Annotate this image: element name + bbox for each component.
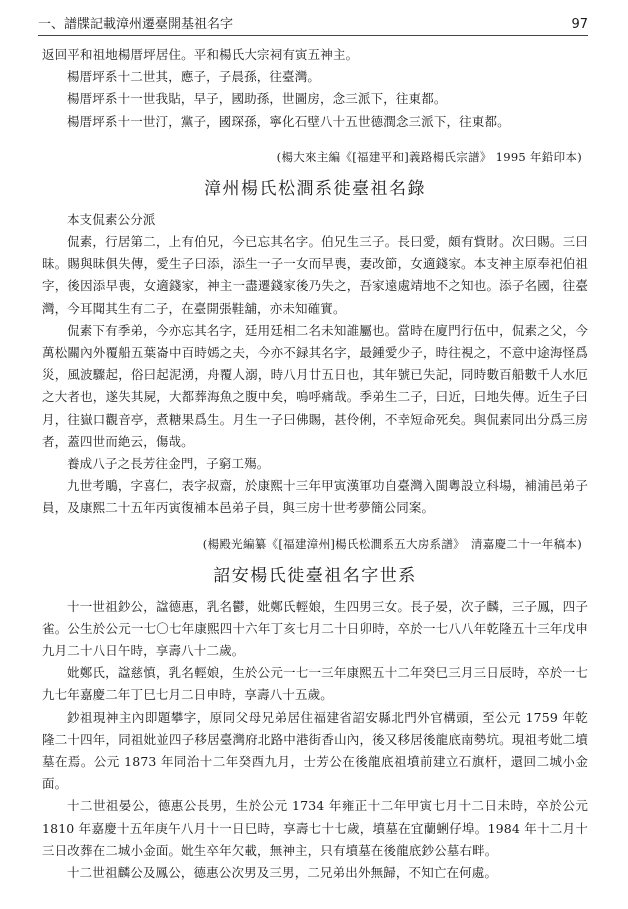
paragraph: 養成八子之長芳往金門，子窮工殤。 [67,456,270,472]
page-body [42,44,588,884]
paragraph: 十二世祖晏公，德惠公長男，生於公元 1734 年雍正十二年甲寅七月十二日未時，卒於公元 1810 年嘉慶十五年庚午八月十一日巳時，享壽七十七歲，墳墓在宜蘭蜊仔埠。1984 年十二月十三日改葬在二城小金面。妣生卒年欠載，無神主，只有墳墓在後龍底鈔公墓右畔。 [42,798,588,858]
paragraph: 侃素下有季弟，今亦忘其名字，廷用廷相二名未知誰屬也。當時在廈門行伍中，侃素之父，今萬松關內外覆船五葉崙中百時嫣之夫，今亦不録其名字，最鍾愛少子，時往視之，不意中途海怪爲災，風波驟起，俗曰起泥湧，舟覆人溺，時八月廿五日也，其年號已失記，同時數百船數千人水厄之大者也，遂失其屍，大都葬海魚之腹中矣，嗚呼痛哉。季弟生二子，曰近，曰地失傳。近生子曰月，往嶽口觀音亭，煮糖果爲生。月生一子曰佛賜，甚伶俐，不幸短命死矣。與侃素同出分爲三房者，蓋四世而絶云，傷哉。 [42,322,588,449]
intro-line: 楊厝坪系十一世汀，黨子，國琛孫，寧化石壁八十五世德潤念三派下，往東都。 [67,113,510,129]
paragraph: 十一世祖鈔公，諡德惠，乳名鬱，妣鄭氏輕娘，生四男三女。長子晏，次子麟，三子鳳，四子雀。公生於公元一七〇七年康熙四十六年丁亥七月二十日卯時，卒於一七八八年乾隆五十三年戊申九月二十八日午時，享壽八十二歲。 [42,598,588,659]
paragraph: 侃素，行居第二，上有伯兄，今已忘其名字。伯兄生三子。長曰愛，頗有貲財。次曰賜。三曰昧。賜與昧俱失傳，愛生子曰添，添生一子一女而早喪，妻改節，女適錢家。本支神主原奉祀伯祖字，後因添早喪，女適錢家，神主一盡遷錢家後乃失之，吾家遠處靖地不之知也。添子名國，往臺灣，今耳聞其生有二子，在臺開張鞋舖，亦未知確實。 [42,234,588,316]
paragraph: 十二世祖麟公及鳳公，德惠公次男及三男，二兄弟出外無歸，不知亡在何處。 [67,865,498,881]
paragraph: 本支侃素公分派 [67,211,156,227]
intro-line: 返回平和祖地楊厝坪居住。平和楊氏大宗祠有寅五神主。 [42,47,359,62]
paragraph: 九世考鵰，字喜仁，表字叔齋，於康熙十三年甲寅漢軍功自臺灣入閩粵設立科場，補浦邑弟子員，及康熙二十五年丙寅復補本邑弟子員，與三房十世考夢簡公同案。 [42,478,588,516]
paragraph: 妣鄭氏，諡慈慎，乳名輕娘，生於公元一七一三年康熙五十二年癸巳三月三日辰時，卒於一七九七年嘉慶二年丁巳七月二日申時，享壽八十五歲。 [42,665,588,703]
paragraph: 鈔祖現神主內即題攀字，原同父母兄弟居住福建省詔安縣北門外官構頭，至公元 1759 年乾隆二十四年，同祖妣並四子移居臺灣府北路中港街香山內，後又移居後龍底南勢坑。現祖考妣二墳墓在焉。公元 1873 年同治十二年癸酉九月，士芳公在後龍底祖墳前建立石旗杆，還回二城小金面。 [42,709,588,792]
intro-line: 楊厝坪系十一世我貼，早子，國助孫，世圖房，念三派下，往東都。 [67,91,447,107]
source-citation: (楊殿光編纂《[福建漳州]楊氏松澗系五大房系譜》 清嘉慶二十一年稿本) [202,536,582,551]
intro-line: 楊厝坪系十二世其，應子，子晨孫，往臺灣。 [67,69,321,85]
running-title: 一、譜牒記載漳州遷臺開基祖名字 [38,17,234,32]
page-number: 97 [571,17,588,32]
section-title: 漳州楊氏松澗系徙臺祖名錄 [204,178,426,199]
running-header [38,12,588,36]
source-citation: (楊大來主編《[福建平和]義路楊氏宗譜》 1995 年鉛印本) [276,149,582,164]
section-title: 詔安楊氏徙臺祖名字世系 [213,565,417,586]
